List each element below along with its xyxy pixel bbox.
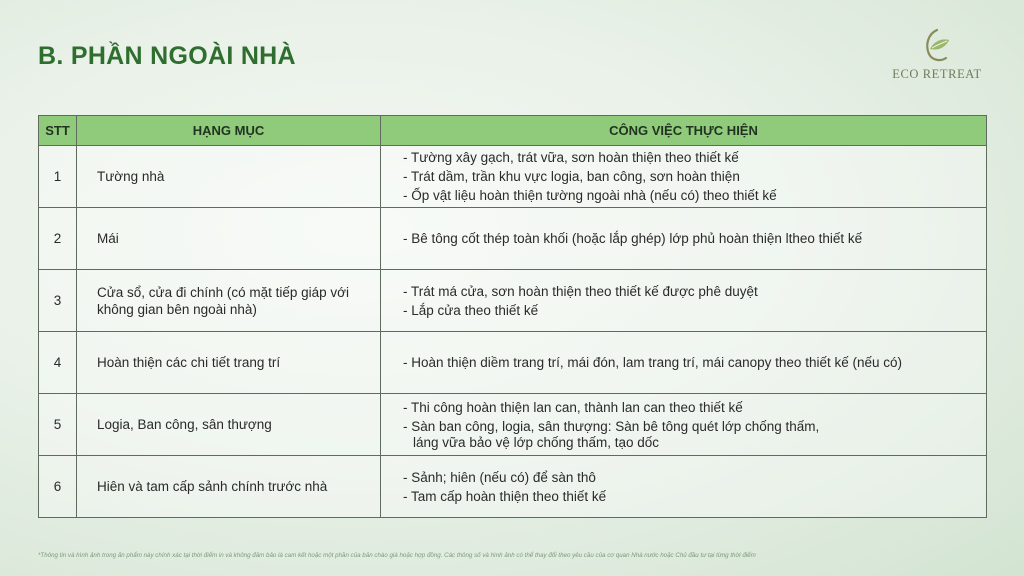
row-work [381,208,987,270]
eco-retreat-logo [882,27,992,82]
table-row [39,146,987,208]
task-item: - Thi công hoàn thiện lan can, thành lan can theo thiết kế [403,399,743,415]
row-category: Hoàn thiện các chi tiết trang trí [77,332,381,394]
task-item: - Sàn ban công, logia, sân thượng: Sàn bê tông quét lớp chống thấm, [403,418,820,434]
row-number: 4 [39,332,77,394]
header-stt: STT [39,116,77,146]
task-item: - Trát má cửa, sơn hoàn thiện theo thiết kế được phê duyệt [403,283,758,299]
leaf-logo-icon [920,27,954,65]
task-item: - Tam cấp hoàn thiện theo thiết kế [403,488,607,504]
row-number: 1 [39,146,77,208]
page-title: B. PHẦN NGOÀI NHÀ [38,42,296,70]
table-row [39,270,987,332]
row-work [381,332,987,394]
task-item: - Bê tông cốt thép toàn khối (hoặc lắp ghép) lớp phủ hoàn thiện ltheo thiết kế [403,231,863,246]
header-category: HẠNG MỤC [77,116,381,146]
row-number: 6 [39,456,77,518]
table-row [39,208,987,270]
row-category: Tường nhà [77,146,381,208]
exterior-works-table [38,115,987,518]
row-category: Logia, Ban công, sân thượng [77,394,381,456]
row-work [381,394,987,456]
disclaimer-footnote: *Thông tin và hình ảnh trong ấn phẩm này chính xác tại thời điểm in và không đảm bảo là cam kết hoặc một phần của bản chào giá hoặc hợp đồng. Các thông số và hình ảnh có thể thay đổi theo yêu cầu của cơ quan Nhà nước hoặc Chủ đầu tư tại từng thời điểm [38,552,756,559]
task-item: - Ốp vật liệu hoàn thiện tường ngoài nhà (nếu có) theo thiết kế [403,188,777,203]
row-number: 3 [39,270,77,332]
row-work [381,456,987,518]
table-row [39,456,987,518]
table-row [39,332,987,394]
table-row [39,394,987,456]
logo-text: ECO RETREAT [892,67,982,81]
task-item: - Hoàn thiện diềm trang trí, mái đón, lam trang trí, mái canopy theo thiết kế (nếu có) [403,355,902,370]
task-item-continuation: láng vữa bảo vệ lớp chống thấm, tạo dốc [413,434,660,450]
task-item: - Sảnh; hiên (nếu có) để sàn thô [403,469,596,485]
task-item: - Trát dầm, trần khu vực logia, ban công, sơn hoàn thiện [403,169,740,184]
row-category: Cửa sổ, cửa đi chính (có mặt tiếp giáp với không gian bên ngoài nhà) [77,270,381,332]
row-work [381,146,987,208]
row-number: 2 [39,208,77,270]
row-work [381,270,987,332]
task-item: - Tường xây gạch, trát vữa, sơn hoàn thiện theo thiết kế [403,150,739,165]
row-category: Hiên và tam cấp sảnh chính trước nhà [77,456,381,518]
header-work: CÔNG VIỆC THỰC HIỆN [381,116,987,146]
table-header-row [39,116,987,146]
task-item: - Lắp cửa theo thiết kế [403,302,539,318]
row-number: 5 [39,394,77,456]
row-category: Mái [77,208,381,270]
